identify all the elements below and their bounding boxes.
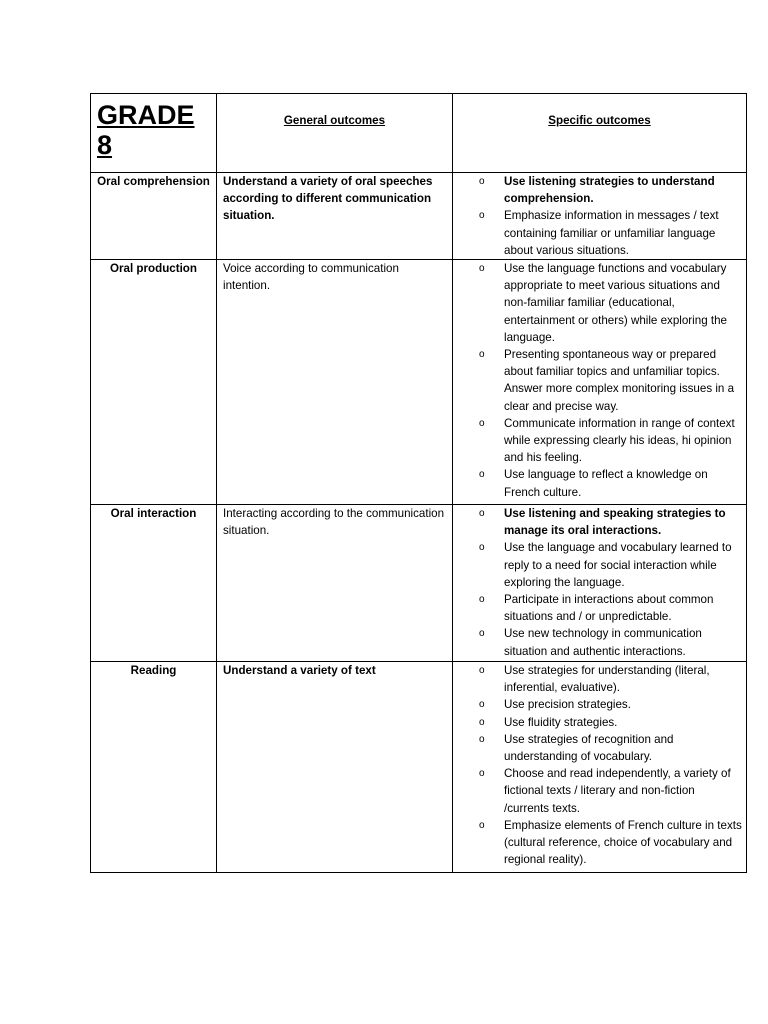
table-row <box>91 505 747 662</box>
list-item-text: Use strategies for understanding (literal, inferential, evaluative). <box>504 664 710 695</box>
list-item <box>453 466 742 500</box>
bullet-icon: o <box>479 628 485 640</box>
area-cell: Oral production <box>91 260 217 505</box>
bullet-icon: o <box>479 210 485 222</box>
list-item <box>453 662 742 696</box>
bullet-icon: o <box>479 508 485 520</box>
list-item-text: Use fluidity strategies. <box>504 715 618 729</box>
bullet-icon: o <box>479 716 485 728</box>
bullet-icon: o <box>479 542 485 554</box>
list-item <box>453 173 742 207</box>
list-item <box>453 696 742 713</box>
list-item-text: Choose and read independently, a variety of fictional texts / literary and non-fiction /currents texts. <box>504 767 731 815</box>
list-item-text: Use the language and vocabulary learned to reply to a need for social interaction while exploring the language. <box>504 541 732 589</box>
specific-outcomes-header: Specific outcomes <box>453 94 747 173</box>
bullet-icon: o <box>479 349 485 361</box>
list-item-text: Use new technology in communication situation and authentic interactions. <box>504 627 702 658</box>
list-item <box>453 591 742 625</box>
table-row <box>91 260 747 505</box>
list-item <box>453 765 742 817</box>
list-item <box>453 625 742 659</box>
bullet-icon: o <box>479 819 485 831</box>
area-cell: Oral comprehension <box>91 173 217 260</box>
list-item <box>453 260 742 346</box>
general-outcome: Interacting according to the communication situation. <box>217 505 453 662</box>
bullet-icon: o <box>479 768 485 780</box>
list-item <box>453 817 742 869</box>
list-item-text: Use listening strategies to understand comprehension. <box>504 175 715 206</box>
specific-outcomes <box>453 260 747 505</box>
table-row <box>91 173 747 260</box>
list-item-text: Emphasize information in messages / text containing familiar or unfamiliar language about various situations. <box>504 209 719 257</box>
list-item-text: Communicate information in range of context while expressing clearly his ideas, hi opinion and his feeling. <box>504 416 735 465</box>
list-item-text: Use listening and speaking strategies to manage its oral interactions. <box>504 507 726 538</box>
list-item-text: Emphasize elements of French culture in texts (cultural reference, choice of vocabulary and regional reality). <box>504 818 742 867</box>
bullet-icon: o <box>479 699 485 711</box>
list-item <box>453 539 742 591</box>
list-item-text: Use the language functions and vocabulary appropriate to meet various situations and non-familiar familiar (educational, entertainment or others) while exploring the language. <box>504 262 727 344</box>
bullet-icon: o <box>479 665 485 677</box>
bullet-icon: o <box>479 263 485 275</box>
bullet-icon: o <box>479 594 485 606</box>
bullet-icon: o <box>479 469 485 481</box>
list-item <box>453 207 742 259</box>
table-row <box>91 662 747 873</box>
list-item <box>453 505 742 539</box>
list-item-text: Use precision strategies. <box>504 698 631 712</box>
list-item <box>453 714 742 731</box>
list-item-text: Use strategies of recognition and understanding of vocabulary. <box>504 732 674 764</box>
grade-cell <box>91 94 217 173</box>
area-cell: Reading <box>91 662 217 873</box>
list-item-text: Use language to reflect a knowledge on French culture. <box>504 468 708 499</box>
grade-title: GRADE 8 <box>97 100 195 160</box>
area-cell: Oral interaction <box>91 505 217 662</box>
specific-outcomes <box>453 173 747 260</box>
list-item-text: Participate in interactions about common situations and / or unpredictable. <box>504 593 714 624</box>
table-header-row <box>91 94 747 173</box>
bullet-icon: o <box>479 733 485 745</box>
list-item-text: Presenting spontaneous way or prepared about familiar topics and unfamiliar topics. Answer more complex monitoring issues in a clear and precise way. <box>504 348 735 413</box>
specific-outcomes <box>453 505 747 662</box>
general-outcome: Understand a variety of text <box>217 662 453 873</box>
bullet-icon: o <box>479 176 485 187</box>
bullet-icon: o <box>479 417 485 429</box>
list-item <box>453 415 742 467</box>
general-outcome: Voice according to communication intention. <box>217 260 453 505</box>
list-item <box>453 731 742 765</box>
general-outcomes-header: General outcomes <box>217 94 453 173</box>
specific-outcomes <box>453 662 747 873</box>
outcomes-table <box>90 93 747 873</box>
general-outcome: Understand a variety of oral speeches according to different communication situation. <box>217 173 453 260</box>
list-item <box>453 346 742 415</box>
